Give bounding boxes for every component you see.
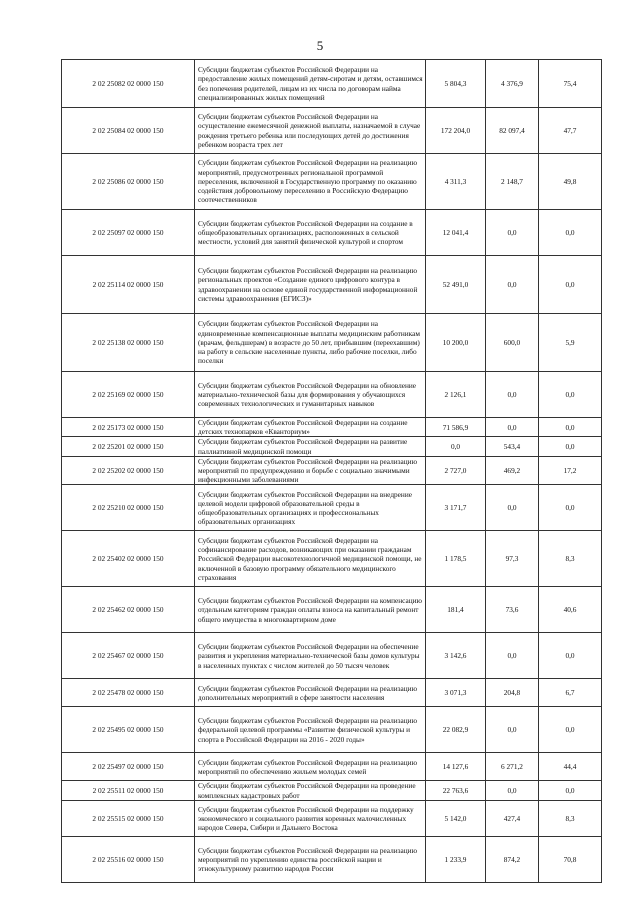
table-row [62, 633, 602, 679]
budget-code-cell: 2 02 25169 02 0000 150 [62, 372, 195, 418]
subsidy-name-cell: Субсидии бюджетам субъектов Российской Федерации на создание в общеобразовательных организациях, расположенных в сельской местности, условий для занятий физической культурой и спортом [195, 210, 426, 256]
subsidy-name-cell: Субсидии бюджетам субъектов Российской Федерации на развитие паллиативной медицинской помощи [195, 437, 426, 456]
budget-code-cell: 2 02 25495 02 0000 150 [62, 707, 195, 753]
table-row [62, 531, 602, 587]
actual-amount-cell: 0,0 [486, 372, 539, 418]
budget-code-cell: 2 02 25511 02 0000 150 [62, 781, 195, 800]
actual-amount-cell: 0,0 [486, 210, 539, 256]
percent-cell: 8,3 [539, 800, 602, 836]
actual-amount-cell: 2 148,7 [486, 154, 539, 210]
table-row [62, 753, 602, 781]
actual-amount-cell: 0,0 [486, 781, 539, 800]
percent-cell: 17,2 [539, 456, 602, 485]
table-row [62, 800, 602, 836]
subsidy-name-cell: Субсидии бюджетам субъектов Российской Федерации на софинансирование расходов, возникающих при оказании гражданам Российской Федерации высокотехнологичной медицинской помощи, не включенной в базовую программу обязательного медицинского страхования [195, 531, 426, 587]
plan-amount-cell: 22 763,6 [426, 781, 486, 800]
percent-cell: 75,4 [539, 60, 602, 108]
actual-amount-cell: 874,2 [486, 836, 539, 882]
budget-code-cell: 2 02 25097 02 0000 150 [62, 210, 195, 256]
percent-cell: 0,0 [539, 210, 602, 256]
actual-amount-cell: 543,4 [486, 437, 539, 456]
actual-amount-cell: 0,0 [486, 707, 539, 753]
percent-cell: 47,7 [539, 108, 602, 154]
percent-cell: 0,0 [539, 707, 602, 753]
subsidy-name-cell: Субсидии бюджетам субъектов Российской Федерации на компенсацию отдельным категориям граждан оплаты взноса на капитальный ремонт общего имущества в многоквартирном доме [195, 587, 426, 633]
table-row [62, 314, 602, 372]
subsidy-name-cell: Субсидии бюджетам субъектов Российской Федерации на реализацию мероприятий по обеспечению жильем молодых семей [195, 753, 426, 781]
percent-cell: 0,0 [539, 485, 602, 531]
plan-amount-cell: 12 041,4 [426, 210, 486, 256]
table-row [62, 372, 602, 418]
plan-amount-cell: 181,4 [426, 587, 486, 633]
budget-code-cell: 2 02 25202 02 0000 150 [62, 456, 195, 485]
percent-cell: 0,0 [539, 437, 602, 456]
actual-amount-cell: 0,0 [486, 485, 539, 531]
actual-amount-cell: 204,8 [486, 679, 539, 707]
budget-code-cell: 2 02 25497 02 0000 150 [62, 753, 195, 781]
table-row [62, 108, 602, 154]
budget-code-cell: 2 02 25201 02 0000 150 [62, 437, 195, 456]
subsidy-name-cell: Субсидии бюджетам субъектов Российской Федерации на реализацию федеральной целевой программы «Развитие физической культуры и спорта в Российской Федерации на 2016 - 2020 годы» [195, 707, 426, 753]
percent-cell: 49,8 [539, 154, 602, 210]
subsidy-name-cell: Субсидии бюджетам субъектов Российской Федерации на единовременные компенсационные выплаты медицинским работникам (врачам, фельдшерам) в возрасте до 50 лет, прибывшим (переехавшим) на работу в сельские населенные пункты, либо рабочие поселки, либо поселки [195, 314, 426, 372]
subsidy-name-cell: Субсидии бюджетам субъектов Российской Федерации на реализацию региональных проектов «Создание единого цифрового контура в здравоохранении на основе единой государственной информационной системы здравоохранения (ЕГИСЗ)» [195, 256, 426, 314]
actual-amount-cell: 73,6 [486, 587, 539, 633]
percent-cell: 0,0 [539, 781, 602, 800]
budget-code-cell: 2 02 25086 02 0000 150 [62, 154, 195, 210]
subsidy-name-cell: Субсидии бюджетам субъектов Российской Федерации на внедрение целевой модели цифровой образовательной среды в общеобразовательных организациях и профессиональных образовательных организациях [195, 485, 426, 531]
actual-amount-cell: 0,0 [486, 418, 539, 437]
subsidy-name-cell: Субсидии бюджетам субъектов Российской Федерации на осуществление ежемесячной денежной выплаты, назначаемой в случае рождения третьего ребенка или последующих детей до достижения ребенком возраста трех лет [195, 108, 426, 154]
budget-code-cell: 2 02 25210 02 0000 150 [62, 485, 195, 531]
budget-code-cell: 2 02 25114 02 0000 150 [62, 256, 195, 314]
budget-code-cell: 2 02 25082 02 0000 150 [62, 60, 195, 108]
plan-amount-cell: 71 586,9 [426, 418, 486, 437]
table-row [62, 707, 602, 753]
percent-cell: 0,0 [539, 256, 602, 314]
actual-amount-cell: 82 097,4 [486, 108, 539, 154]
table-row [62, 836, 602, 882]
plan-amount-cell: 4 311,3 [426, 154, 486, 210]
percent-cell: 5,9 [539, 314, 602, 372]
subsidies-table [61, 59, 602, 883]
budget-code-cell: 2 02 25402 02 0000 150 [62, 531, 195, 587]
table-row [62, 485, 602, 531]
table-row [62, 587, 602, 633]
budget-code-cell: 2 02 25084 02 0000 150 [62, 108, 195, 154]
actual-amount-cell: 0,0 [486, 256, 539, 314]
budget-code-cell: 2 02 25516 02 0000 150 [62, 836, 195, 882]
plan-amount-cell: 14 127,6 [426, 753, 486, 781]
actual-amount-cell: 469,2 [486, 456, 539, 485]
table-row [62, 456, 602, 485]
plan-amount-cell: 5 804,3 [426, 60, 486, 108]
table-row [62, 437, 602, 456]
plan-amount-cell: 1 178,5 [426, 531, 486, 587]
subsidy-name-cell: Субсидии бюджетам субъектов Российской Федерации на реализацию мероприятий по укреплению единства российской нации и этнокультурному развитию народов России [195, 836, 426, 882]
table-row [62, 60, 602, 108]
budget-code-cell: 2 02 25138 02 0000 150 [62, 314, 195, 372]
percent-cell: 40,6 [539, 587, 602, 633]
budget-code-cell: 2 02 25462 02 0000 150 [62, 587, 195, 633]
table-row [62, 418, 602, 437]
plan-amount-cell: 22 082,9 [426, 707, 486, 753]
actual-amount-cell: 600,0 [486, 314, 539, 372]
page-number: 5 [316, 38, 324, 53]
budget-code-cell: 2 02 25515 02 0000 150 [62, 800, 195, 836]
actual-amount-cell: 427,4 [486, 800, 539, 836]
table-row [62, 256, 602, 314]
percent-cell: 70,8 [539, 836, 602, 882]
actual-amount-cell: 4 376,9 [486, 60, 539, 108]
subsidy-name-cell: Субсидии бюджетам субъектов Российской Федерации на реализацию дополнительных мероприятий в сфере занятости населения [195, 679, 426, 707]
table-row [62, 781, 602, 800]
budget-code-cell: 2 02 25467 02 0000 150 [62, 633, 195, 679]
subsidy-name-cell: Субсидии бюджетам субъектов Российской Федерации на проведение комплексных кадастровых работ [195, 781, 426, 800]
percent-cell: 0,0 [539, 418, 602, 437]
percent-cell: 44,4 [539, 753, 602, 781]
percent-cell: 8,3 [539, 531, 602, 587]
percent-cell: 0,0 [539, 633, 602, 679]
plan-amount-cell: 52 491,0 [426, 256, 486, 314]
plan-amount-cell: 0,0 [426, 437, 486, 456]
actual-amount-cell: 97,3 [486, 531, 539, 587]
subsidy-name-cell: Субсидии бюджетам субъектов Российской Федерации на создание детских технопарков «Кванториум» [195, 418, 426, 437]
percent-cell: 6,7 [539, 679, 602, 707]
subsidy-name-cell: Субсидии бюджетам субъектов Российской Федерации на предоставление жилых помещений детям-сиротам и детям, оставшимся без попечения родителей, лицам из их числа по договорам найма специализированных жилых помещений [195, 60, 426, 108]
plan-amount-cell: 3 071,3 [426, 679, 486, 707]
budget-code-cell: 2 02 25478 02 0000 150 [62, 679, 195, 707]
plan-amount-cell: 10 200,0 [426, 314, 486, 372]
table-row [62, 210, 602, 256]
subsidy-name-cell: Субсидии бюджетам субъектов Российской Федерации на обеспечение развития и укрепления материально-технической базы домов культуры в населенных пунктах с числом жителей до 50 тысяч человек [195, 633, 426, 679]
plan-amount-cell: 2 727,0 [426, 456, 486, 485]
percent-cell: 0,0 [539, 372, 602, 418]
plan-amount-cell: 1 233,9 [426, 836, 486, 882]
subsidy-name-cell: Субсидии бюджетам субъектов Российской Федерации на поддержку экономического и социального развития коренных малочисленных народов Севера, Сибири и Дальнего Востока [195, 800, 426, 836]
plan-amount-cell: 2 126,1 [426, 372, 486, 418]
plan-amount-cell: 172 204,0 [426, 108, 486, 154]
actual-amount-cell: 0,0 [486, 633, 539, 679]
table-row [62, 154, 602, 210]
table-row [62, 679, 602, 707]
plan-amount-cell: 5 142,0 [426, 800, 486, 836]
plan-amount-cell: 3 142,6 [426, 633, 486, 679]
subsidy-name-cell: Субсидии бюджетам субъектов Российской Федерации на обновление материально-технической базы для формирования у обучающихся современных технологических и гуманитарных навыков [195, 372, 426, 418]
subsidy-name-cell: Субсидии бюджетам субъектов Российской Федерации на реализацию мероприятий по предупреждению и борьбе с социально значимыми инфекционными заболеваниями [195, 456, 426, 485]
plan-amount-cell: 3 171,7 [426, 485, 486, 531]
actual-amount-cell: 6 271,2 [486, 753, 539, 781]
subsidy-name-cell: Субсидии бюджетам субъектов Российской Федерации на реализацию мероприятий, предусмотренных региональной программой переселения, включенной в Государственную программу по оказанию содействия добровольному переселению в Российскую Федерацию соотечественников [195, 154, 426, 210]
table-body [62, 60, 602, 883]
budget-code-cell: 2 02 25173 02 0000 150 [62, 418, 195, 437]
